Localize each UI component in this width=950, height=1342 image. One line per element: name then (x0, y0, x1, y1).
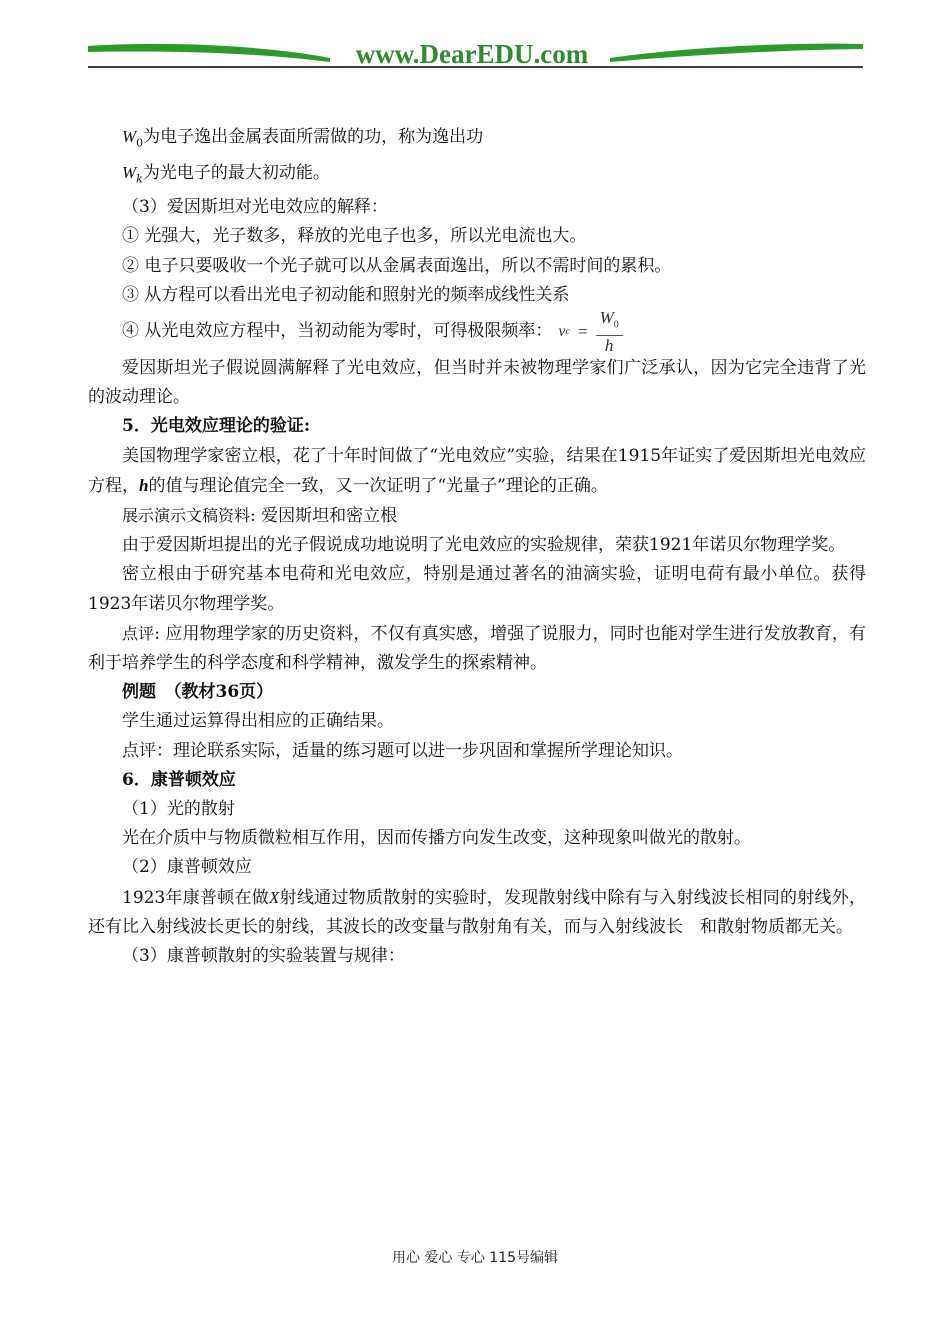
compton-paragraph: 1923年康普顿在做X射线通过物质散射的实验时，发现散射线中除有与入射线波长相同的射线外，还有比入射线波长更长的射线，其波长的改变量与散射角有关，而与入射线波长 和散射物质都无关。 (88, 887, 866, 937)
left-swoosh-icon (88, 44, 330, 62)
point-2: ② 电子只要吸收一个光子就可以从金属表面逸出，所以不需时间的累积。 (122, 255, 672, 276)
point-4: ④ 从光电效应方程中，当初动能为零时，可得极限频率： ν c = $\frac{W_0}{h}$ (88, 310, 866, 354)
nobel-1923-paragraph: 密立根由于研究基本电荷和光电效应，特别是通过著名的油滴实验，证明电荷有最小单位。获得1923年诺贝尔物理学奖。 (88, 564, 866, 614)
section-6-title: 6．康普顿效应 (122, 769, 236, 790)
w0-definition: $W_0$为电子逸出金属表面所需做的功，称为逸出功 (122, 127, 484, 150)
header-banner (0, 0, 950, 80)
point-3: ③ 从方程可以看出光电子初动能和照射光的频率成线性关系 (122, 284, 570, 305)
nobel-1921-paragraph: 由于爱因斯坦提出的光子假说成功地说明了光电效应的实验规律，荣获1921年诺贝尔物理学奖。 (122, 535, 846, 556)
review-1: 点评: 应用物理学家的历史资料，不仅有真实感，增强了说服力，同时也能对学生进行发放教育，有利于培养学生的科学态度和科学精神，激发学生的探索精神。 (88, 623, 866, 674)
point-1: ① 光强大，光子数多，释放的光电子也多，所以光电流也大。 (122, 226, 587, 247)
millikan-paragraph: 美国物理学家密立根，花了十年时间做了“光电效应”实验，结果在1915年证实了爱因斯坦光电效应方程，h的值与理论值完全一致，又一次证明了“光量子”理论的正确。 (88, 445, 866, 496)
site-name: www.DearEDU.com (355, 39, 589, 69)
example-text: 学生通过运算得出相应的正确结果。 (122, 711, 394, 732)
subsection-3-title: （3）康普顿散射的实验装置与规律： (122, 946, 405, 967)
demo-line: 展示演示文稿资料: 爱因斯坦和密立根 (122, 506, 398, 527)
section-3-title: （3）爱因斯坦对光电效应的解释： (122, 197, 388, 218)
section-5-title: 5．光电效应理论的验证: (122, 416, 311, 437)
page-footer: 用心 爱心 专心 115号编辑 (391, 1250, 559, 1266)
review-2: 点评：理论联系实际，适量的练习题可以进一步巩固和掌握所学理论知识。 (122, 740, 683, 761)
scatter-definition: 光在介质中与物质微粒相互作用，因而传播方向发生改变，这种现象叫做光的散射。 (122, 828, 751, 849)
example-title: 例题 （教材36页） (122, 682, 274, 703)
right-swoosh-icon (610, 44, 863, 62)
wk-definition: $W_k$为光电子的最大初动能。 (122, 162, 330, 185)
page-header (0, 0, 950, 80)
subsection-2-title: （2）康普顿效应 (122, 857, 252, 878)
threshold-frequency-formula: ν c = $\frac{W_0}{h}$ (558, 308, 622, 356)
einstein-paragraph: 爱因斯坦光子假说圆满解释了光电效应，但当时并未被物理学家们广泛承认，因为它完全违背了光的波动理论。 (88, 358, 866, 408)
subsection-1-title: （1）光的散射 (122, 799, 235, 820)
document-body (88, 122, 866, 971)
